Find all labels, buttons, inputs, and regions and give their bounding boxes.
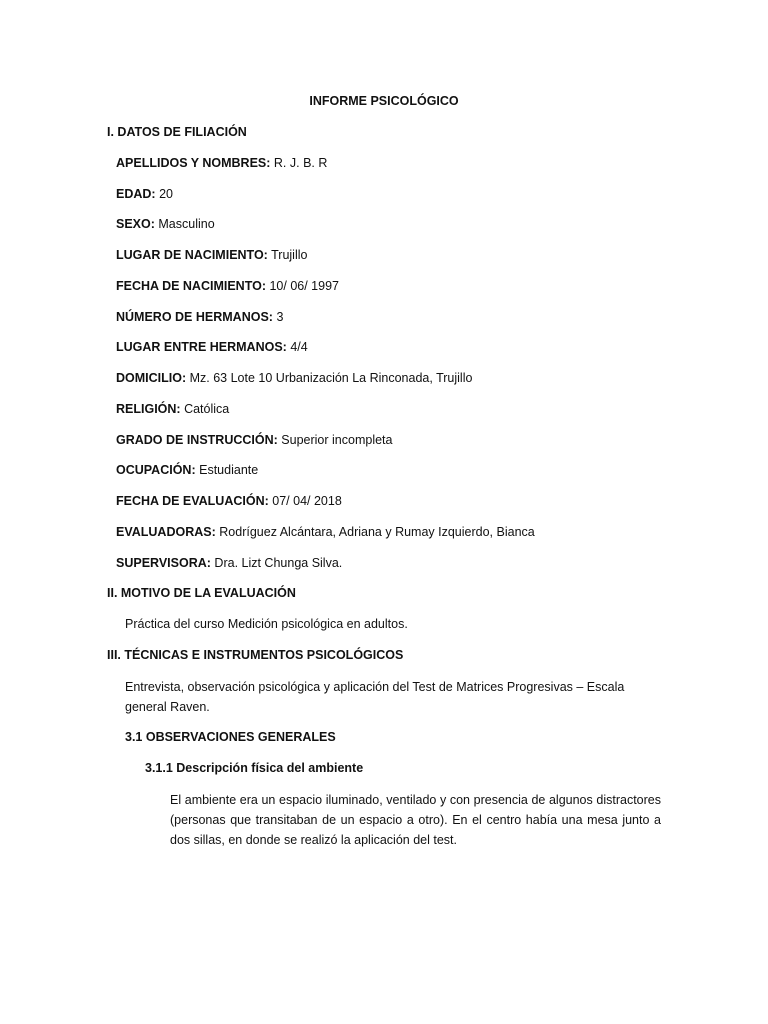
field-value: Rodríguez Alcántara, Adriana y Rumay Izquierdo, Bianca <box>219 525 535 539</box>
field-value: Mz. 63 Lote 10 Urbanización La Rinconada, Trujillo <box>189 371 473 385</box>
field-value: Trujillo <box>271 248 308 262</box>
field-lugar-hermanos <box>116 339 308 355</box>
field-evaluadoras <box>116 524 535 540</box>
field-label: LUGAR ENTRE HERMANOS: <box>116 340 287 354</box>
field-edad <box>116 186 173 202</box>
field-ocupacion <box>116 462 258 478</box>
field-value: 07/ 04/ 2018 <box>272 494 342 508</box>
field-label: APELLIDOS Y NOMBRES: <box>116 156 271 170</box>
field-label: FECHA DE NACIMIENTO: <box>116 279 266 293</box>
subsection-3-1-heading: 3.1 OBSERVACIONES GENERALES <box>125 730 336 744</box>
section-3-text: Entrevista, observación psicológica y aplicación del Test de Matrices Progresivas – Escala general Raven. <box>125 680 625 714</box>
document-title: INFORME PSICOLÓGICO <box>309 94 459 108</box>
field-label: GRADO DE INSTRUCCIÓN: <box>116 433 278 447</box>
field-value: 4/4 <box>290 340 308 354</box>
field-label: RELIGIÓN: <box>116 402 181 416</box>
field-label: FECHA DE EVALUACIÓN: <box>116 494 269 508</box>
section-2-heading: II. MOTIVO DE LA EVALUACIÓN <box>107 586 296 600</box>
section-3-heading: III. TÉCNICAS E INSTRUMENTOS PSICOLÓGICOS <box>107 648 404 662</box>
field-value: 20 <box>159 187 173 201</box>
field-religion <box>116 401 229 417</box>
field-domicilio <box>116 370 472 386</box>
field-label: SEXO: <box>116 217 155 231</box>
field-supervisora <box>116 555 342 571</box>
field-value: Masculino <box>158 217 215 231</box>
field-fecha-nacimiento <box>116 278 339 294</box>
field-grado-instruccion <box>116 432 392 448</box>
field-label: DOMICILIO: <box>116 371 187 385</box>
section-1-heading: I. DATOS DE FILIACIÓN <box>107 125 247 139</box>
field-value: Estudiante <box>199 463 259 477</box>
field-value: 3 <box>276 310 284 324</box>
field-label: LUGAR DE NACIMIENTO: <box>116 248 268 262</box>
field-label: OCUPACIÓN: <box>116 463 196 477</box>
subsection-3-1-1-heading: 3.1.1 Descripción física del ambiente <box>145 761 364 775</box>
field-label: EVALUADORAS: <box>116 525 216 539</box>
section-2-text: Práctica del curso Medición psicológica en adultos. <box>125 617 408 631</box>
field-apellidos-nombres <box>116 155 327 171</box>
field-value: Dra. Lizt Chunga Silva. <box>214 556 343 570</box>
field-sexo <box>116 216 215 232</box>
field-numero-hermanos <box>116 309 283 325</box>
field-label: EDAD: <box>116 187 156 201</box>
field-value: Superior incompleta <box>281 433 393 447</box>
field-label: NÚMERO DE HERMANOS: <box>116 310 273 324</box>
field-value: 10/ 06/ 1997 <box>269 279 339 293</box>
field-fecha-evaluacion <box>116 493 342 509</box>
field-label: SUPERVISORA: <box>116 556 211 570</box>
subsection-3-1-1-text: El ambiente era un espacio iluminado, ventilado y con presencia de algunos distractores (personas que transitaban de un espacio a otro). En el centro había una mesa junto a dos sillas, en donde se realizó la aplicación del test. <box>170 793 661 847</box>
field-value: Católica <box>184 402 230 416</box>
field-value: R. J. B. R <box>273 156 328 170</box>
field-lugar-nacimiento <box>116 247 307 263</box>
